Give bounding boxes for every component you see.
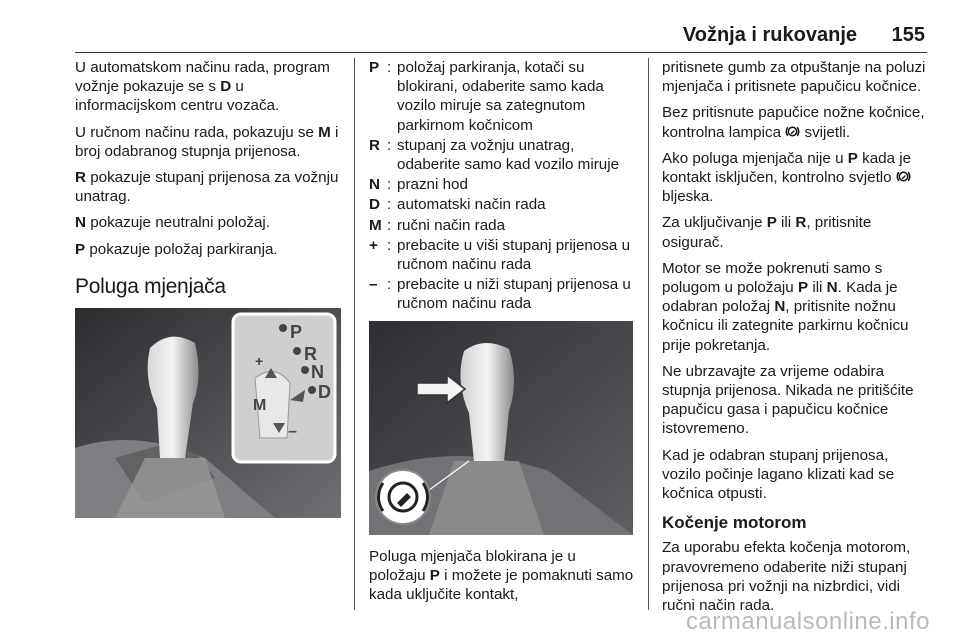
definition-text: prazni hod — [397, 176, 468, 194]
figure-label-minus: – — [288, 423, 297, 441]
brake-telltale-icon — [785, 124, 800, 139]
definition-text: položaj parkiranja, kotači su blokirani, odaberite samo kada vozilo miruje sa zategnutom parkirnom kočnicom — [397, 59, 604, 134]
gear-lever-figure — [75, 308, 341, 518]
gear-lever-release-illustration — [369, 321, 633, 535]
definition-text: prebacite u viši stupanj prijenosa u ručnom načinu rada — [397, 236, 631, 274]
figure-label-n: N — [311, 362, 324, 383]
figure-label-m: M — [253, 397, 267, 415]
section-title: Poluga mjenjača — [75, 274, 226, 298]
definition-text: prebacite u niži stupanj prijenosa u ručnom načinu rada — [397, 276, 631, 313]
paragraph: U automatskom načinu rada, program vožnje pokazuje se s D u informacijskom centru vozača. — [75, 59, 330, 115]
definition-text: stupanj za vožnju unatrag, odaberite samo kad vozilo miruje — [397, 136, 620, 174]
paragraph: N pokazuje neutralni položaj. — [75, 214, 271, 232]
gear-lever-release-figure — [369, 321, 633, 535]
figure-label-r: R — [304, 344, 317, 365]
paragraph: Za uporabu efekta kočenja motorom, pravovremeno odaberite niži stupanj prijenosa pri vožnji na nizbrdici, vidi ručni način rada. — [662, 539, 911, 615]
column-divider — [354, 58, 355, 610]
page-number: 155 — [891, 24, 925, 46]
page-header — [75, 24, 927, 53]
paragraph: P pokazuje položaj parkiranja. — [75, 240, 278, 258]
definition-text: ručni način rada — [397, 216, 506, 234]
figure-label-plus: + — [255, 353, 264, 370]
figure-label-p: P — [290, 322, 303, 343]
figure-label-d: D — [318, 382, 331, 403]
paragraph: Poluga mjenjača blokirana je u položaju P i možete je pomaknuti samo kada uključite kontakt, — [369, 547, 634, 604]
watermark: carmanualsonline.info — [686, 608, 930, 635]
paragraph: Ne ubrzavajte za vrijeme odabira stupnja prijenosa. Nikada ne pritišćite papučicu gasa i papučicu kočnice istovremeno. — [662, 362, 914, 438]
definition-text: automatski način rada — [397, 196, 546, 214]
paragraph: Kad je odabran stupanj prijenosa, vozilo počinje lagano klizati kad se kočnica otpusti. — [662, 446, 895, 503]
definition-key: P — [369, 59, 380, 76]
gear-lever-illustration — [75, 308, 341, 518]
definition-key: + — [369, 236, 378, 254]
definition-key: M — [369, 216, 382, 234]
definition-key: N — [369, 176, 380, 194]
column-divider — [648, 58, 649, 610]
paragraph: U ručnom načinu rada, pokazuju se M i broj odabranog stupnja prijenosa. — [75, 123, 339, 160]
paragraph: pritisnete gumb za otpuštanje na poluzi mjenjača i pritisnete papučicu kočnice. — [662, 59, 926, 96]
brake-telltale-icon — [896, 169, 911, 184]
subheading: Kočenje motorom — [662, 513, 807, 533]
column-3 — [662, 58, 930, 622]
paragraph: Motor se može pokrenuti samo s polugom u položaju P ili N. Kada je odabran položaj N, pritisnite nožnu kočnicu ili zategnite parkirnu kočnicu prije pokretanja. — [662, 259, 909, 354]
paragraph: Za uključivanje P ili R, pritisnite osigurač. — [662, 214, 872, 251]
selector-positions-list: P : položaj parkiranja, kotači su blokirani, odaberite samo kada vozilo miruje sa zategnutom parkirnom kočnicom R : stupanj za vožnju unatrag, odaberite samo kad vozilo miruje N : prazni hod D : automatski način rada M : ručni način rada + : prebacite u viši stupanj prijenosa u ručnom načinu rada – : prebacite u niži stupanj prijenosa u ručnom načinu rada — [369, 58, 634, 315]
paragraph: Bez pritisnute papučice nožne kočnice, kontrolna lampica svijetli. — [662, 104, 925, 141]
paragraph: Ako poluga mjenjača nije u P kada je kontakt isključen, kontrolno svjetlo bljeska. — [662, 149, 912, 206]
definition-key: R — [369, 136, 380, 154]
definition-key: – — [369, 276, 378, 294]
column-1 — [75, 58, 343, 518]
column-2 — [369, 58, 634, 611]
header-title: Vožnja i rukovanje — [682, 24, 857, 46]
definition-key: D — [369, 196, 380, 214]
paragraph: R pokazuje stupanj prijenosa za vožnju unatrag. — [75, 169, 339, 206]
